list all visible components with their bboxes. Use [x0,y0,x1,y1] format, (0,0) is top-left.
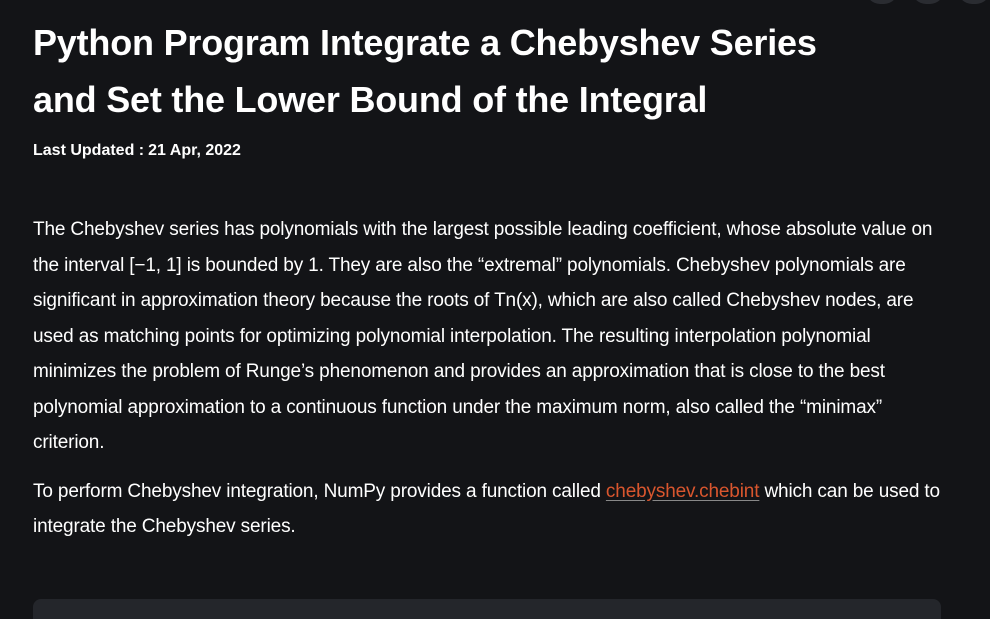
chebint-paragraph-after: which can be used to integrate the Chebyshev series. [33,480,940,537]
article [33,14,953,545]
top-action-button[interactable] [912,0,944,4]
last-updated-date: 21 Apr, 2022 [148,142,241,159]
chebint-paragraph [33,474,953,545]
code-block [33,599,941,619]
article-title-line1: Python Program Integrate a Chebyshev Series [33,22,817,63]
last-updated [33,142,953,160]
top-action-button[interactable] [958,0,990,4]
article-title-line2: and Set the Lower Bound of the Integral [33,79,708,120]
intro-paragraph: The Chebyshev series has polynomials with the largest possible leading coefficient, whose absolute value on the interval [−1, 1] is bounded by 1. They are also the “extremal” polynomials. Chebyshev polynomials are significant in approximation theory because the roots of Tn(x), which are also called Chebyshev nodes, are used as matching points for optimizing polynomial interpolation. The resulting interpolation polynomial minimizes the problem of Runge’s phenomenon and provides an approximation that is close to the best polynomial approximation to a continuous function under the maximum norm, also called the “minimax” criterion. [33,219,933,453]
last-updated-label: Last Updated : [33,142,145,159]
chebint-paragraph-before: To perform Chebyshev integration, NumPy provides a function called [33,480,606,502]
top-controls [866,0,990,4]
article-title [33,14,953,128]
top-action-button[interactable] [866,0,898,4]
chebint-link[interactable]: chebyshev.chebint [605,480,760,502]
